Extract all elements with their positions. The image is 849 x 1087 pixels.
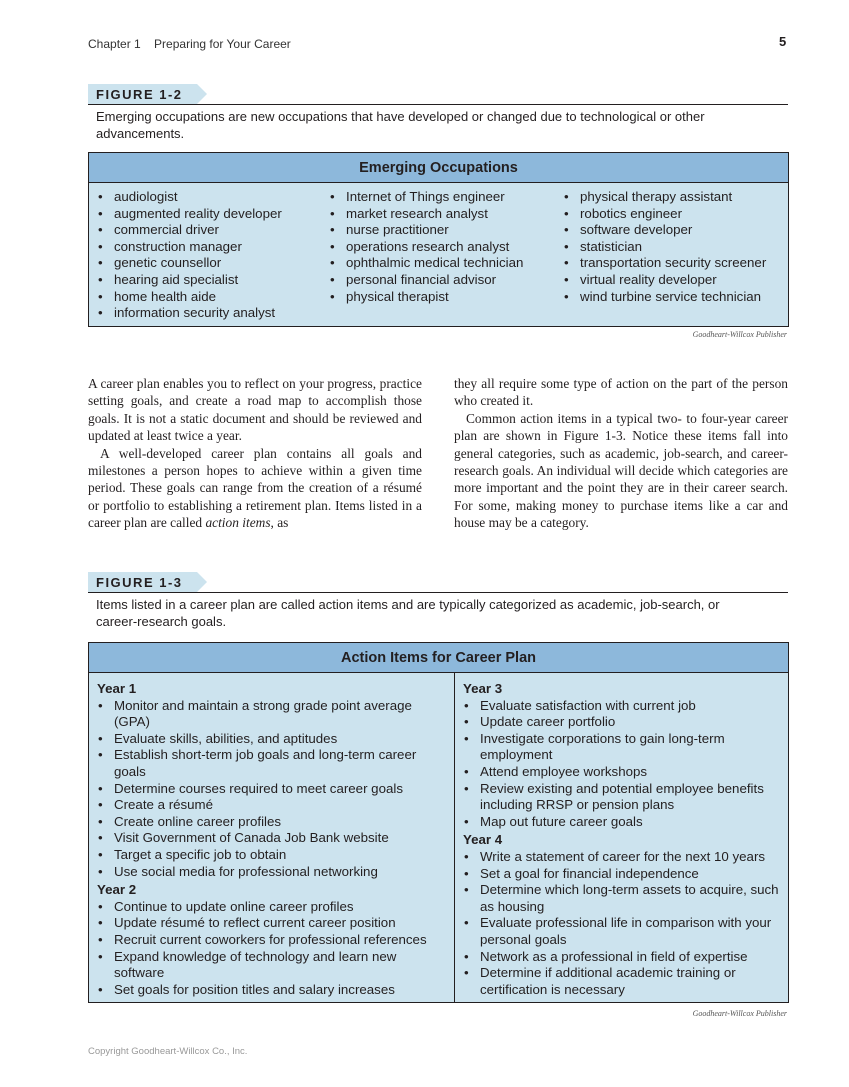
- list-item: • Internet of Things engineer: [329, 189, 547, 206]
- occupation-column: [89, 183, 321, 326]
- list-item: • Create a résumé: [97, 797, 446, 814]
- list-item: • Update career portfolio: [463, 714, 780, 731]
- list-item: • genetic counsellor: [97, 255, 313, 272]
- list-item: • Determine which long-term assets to acquire, such as housing: [463, 882, 780, 915]
- paragraph-text: A well-developed career plan contains all goals and milestones a person hopes to achieve within a given time period. These goals can range from the creation of a résumé or portfolio to establishing a retirement plan. Items listed in a career plan are called: [88, 445, 422, 531]
- list-item: • Recruit current coworkers for professional references: [97, 932, 446, 949]
- action-items-table: [88, 642, 789, 1003]
- table-title: Emerging Occupations: [89, 153, 788, 183]
- action-item-list: [97, 899, 446, 999]
- year-heading: Year 1: [97, 681, 137, 696]
- list-item: • wind turbine service technician: [563, 289, 780, 306]
- list-item: • home health aide: [97, 289, 313, 306]
- figure-1-2-caption: Emerging occupations are new occupations that have developed or changed due to technological or other advancements.: [96, 109, 705, 141]
- list-item: • Use social media for professional networking: [97, 864, 446, 881]
- paragraph: [88, 445, 422, 532]
- list-item: • Visit Government of Canada Job Bank website: [97, 830, 446, 847]
- list-item: • Update résumé to reflect current career position: [97, 915, 446, 932]
- list-item: • operations research analyst: [329, 239, 547, 256]
- list-item: • Attend employee workshops: [463, 764, 780, 781]
- list-item: • statistician: [563, 239, 780, 256]
- figure-credit: Goodheart-Willcox Publisher: [692, 330, 787, 339]
- list-item: • Determine courses required to meet career goals: [97, 781, 446, 798]
- list-item: • Set goals for position titles and salary increases: [97, 982, 446, 999]
- copyright: Copyright Goodheart-Willcox Co., Inc.: [88, 1046, 248, 1057]
- list-item: • Monitor and maintain a strong grade point average (GPA): [97, 698, 446, 731]
- occupation-list: [329, 189, 547, 305]
- occupation-list: [563, 189, 780, 305]
- year-heading: Year 2: [97, 882, 137, 898]
- list-item: • software developer: [563, 222, 780, 239]
- figure-credit: Goodheart-Willcox Publisher: [692, 1009, 787, 1018]
- paragraph-text: , as: [270, 515, 289, 531]
- figure-1-2-label: [88, 84, 788, 105]
- list-item: • Evaluate satisfaction with current job: [463, 698, 780, 715]
- page-number: 5: [779, 34, 787, 49]
- chapter-title: Preparing for Your Career: [154, 37, 291, 51]
- emphasis-term: action items: [205, 515, 271, 531]
- paragraph: A career plan enables you to reflect on your progress, practice setting goals, and create a road map to accomplish those goals. It is not a static document and should be reviewed and updated at least twice a year.: [88, 376, 422, 444]
- list-item: • information security analyst: [97, 305, 313, 322]
- list-item: • Set a goal for financial independence: [463, 866, 780, 883]
- list-item: • augmented reality developer: [97, 206, 313, 223]
- list-item: • Determine if additional academic training or certification is necessary: [463, 965, 780, 998]
- list-item: • Network as a professional in field of expertise: [463, 949, 780, 966]
- list-item: • robotics engineer: [563, 206, 780, 223]
- list-item: • Target a specific job to obtain: [97, 847, 446, 864]
- list-item: • hearing aid specialist: [97, 272, 313, 289]
- running-header: [88, 37, 291, 51]
- list-item: • Create online career profiles: [97, 814, 446, 831]
- figure-tag: FIGURE 1-2: [88, 84, 197, 104]
- list-item: • market research analyst: [329, 206, 547, 223]
- list-item: • nurse practitioner: [329, 222, 547, 239]
- occupation-column: [321, 183, 555, 326]
- action-item-list: [463, 849, 780, 998]
- emerging-occupations-table: [88, 152, 789, 327]
- list-item: • commercial driver: [97, 222, 313, 239]
- figure-1-3-label: [88, 572, 788, 593]
- action-item-list: [97, 698, 446, 881]
- action-item-list: [463, 698, 780, 831]
- paragraph: Common action items in a typical two- to four-year career plan are shown in Figure 1-3. Notice these items fall into general categories, such as academic, job-search, and career-research goals. An individual will decide which categories are more important and the point they are in their career search. For some, making money to purchase items like a car and house may be a category.: [454, 410, 788, 531]
- list-item: • Establish short-term job goals and long-term career goals: [97, 747, 446, 780]
- list-item: • physical therapist: [329, 289, 547, 306]
- list-item: • Continue to update online career profiles: [97, 899, 446, 916]
- chapter-number: Chapter 1: [88, 37, 141, 51]
- list-item: • ophthalmic medical technician: [329, 255, 547, 272]
- figure-tag: FIGURE 1-3: [88, 572, 197, 592]
- list-item: • Investigate corporations to gain long-term employment: [463, 731, 780, 764]
- list-item: • virtual reality developer: [563, 272, 780, 289]
- body-column-left: [88, 375, 422, 532]
- list-item: • Evaluate professional life in comparison with your personal goals: [463, 915, 780, 948]
- year-heading: Year 3: [463, 681, 503, 696]
- body-column-right: [454, 375, 788, 532]
- list-item: • Expand knowledge of technology and learn new software: [97, 949, 446, 982]
- figure-1-3-caption: Items listed in a career plan are called action items and are typically categorized as academic, job-search, or career-research goals.: [96, 597, 720, 629]
- list-item: • Review existing and potential employee benefits including RRSP or pension plans: [463, 781, 780, 814]
- table-title: Action Items for Career Plan: [89, 643, 788, 673]
- list-item: • audiologist: [97, 189, 313, 206]
- occupation-list: [97, 189, 313, 322]
- list-item: • personal financial advisor: [329, 272, 547, 289]
- list-item: • Evaluate skills, abilities, and aptitudes: [97, 731, 446, 748]
- year-column: [89, 673, 455, 1002]
- list-item: • physical therapy assistant: [563, 189, 780, 206]
- year-column: [455, 673, 788, 1002]
- list-item: • Write a statement of career for the next 10 years: [463, 849, 780, 866]
- list-item: • transportation security screener: [563, 255, 780, 272]
- occupation-column: [555, 183, 788, 326]
- year-heading: Year 4: [463, 832, 503, 848]
- list-item: • construction manager: [97, 239, 313, 256]
- paragraph: they all require some type of action on the part of the person who created it.: [454, 376, 788, 409]
- list-item: • Map out future career goals: [463, 814, 780, 831]
